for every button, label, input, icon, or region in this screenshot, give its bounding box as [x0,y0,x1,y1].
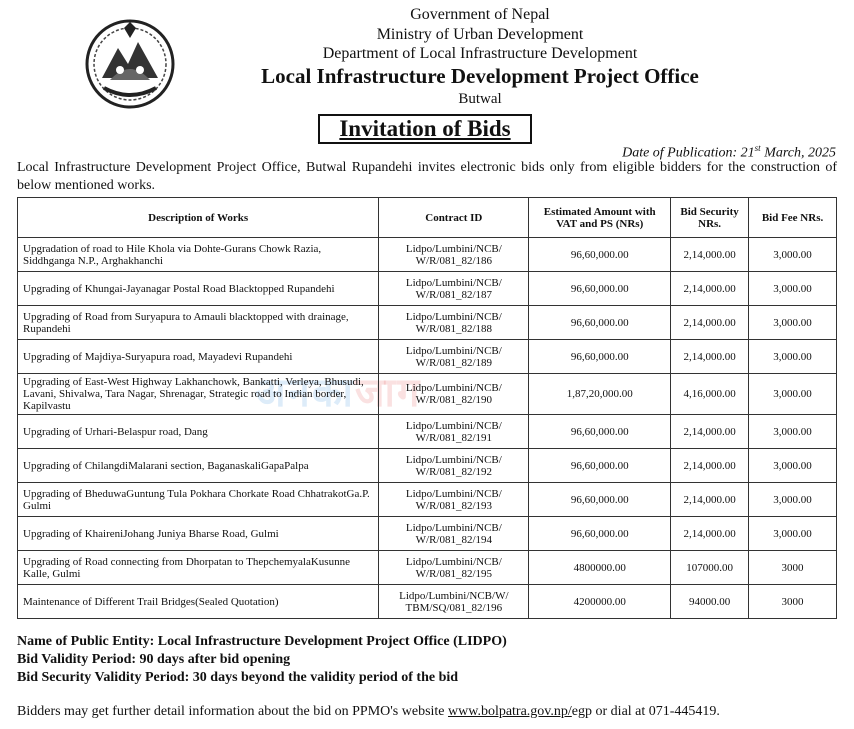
cell-estimated-amount: 96,60,000.00 [529,272,671,306]
website-link[interactable]: www.bolpatra.gov.np/ [448,704,572,719]
office-location: Butwal [458,91,502,107]
cell-description: Upgrading of Road from Suryapura to Amauli blacktopped with drainage, Rupandehi [18,306,379,340]
cell-description: Upgrading of ChilangdiMalarani section, BaganaskaliGapaPalpa [18,449,379,483]
cell-description: Upgradation of road to Hile Khola via Dohte-Gurans Chowk Razia, Siddhganga N.P., Arghakhanchi [18,238,379,272]
cell-estimated-amount: 96,60,000.00 [529,449,671,483]
contact-line: Bidders may get further detail information about the bid on PPMO's website www.bolpatra.gov.np/egp or dial at 071-445419. [17,704,720,719]
nepal-emblem [84,18,176,110]
watermark: अनकाजाग [255,370,422,416]
table-row [18,374,837,415]
cell-contract-id: Lidpo/Lumbini/NCB/ W/R/081_82/186 [379,238,529,272]
bid-validity: Bid Validity Period: 90 days after bid opening [17,652,291,667]
cell-description: Upgrading of Khungai-Jayanagar Postal Road Blacktopped Rupandehi [18,272,379,306]
government-name: Government of Nepal [410,6,550,23]
cell-estimated-amount: 1,87,20,000.00 [529,374,671,415]
bid-security-validity: Bid Security Validity Period: 30 days beyond the validity period of the bid [17,670,459,685]
cell-bid-security: 2,14,000.00 [671,517,749,551]
table-row [18,449,837,483]
cell-estimated-amount: 96,60,000.00 [529,340,671,374]
cell-bid-security: 107000.00 [671,551,749,585]
table-row [18,517,837,551]
office-name: Local Infrastructure Development Project Office [261,64,699,88]
notice-title: Invitation of Bids [339,116,511,141]
table-row [18,340,837,374]
cell-bid-fee: 3,000.00 [749,306,837,340]
cell-bid-security: 2,14,000.00 [671,238,749,272]
cell-bid-security: 2,14,000.00 [671,449,749,483]
cell-bid-security: 2,14,000.00 [671,340,749,374]
cell-bid-fee: 3000 [749,551,837,585]
cell-contract-id: Lidpo/Lumbini/NCB/ W/R/081_82/187 [379,272,529,306]
cell-bid-security: 2,14,000.00 [671,306,749,340]
header-bid-fee: Bid Fee NRs. [749,198,837,238]
cell-bid-security: 2,14,000.00 [671,483,749,517]
intro-paragraph: Local Infrastructure Development Project Office, Butwal Rupandehi invites electronic bids only from eligible bidders for the construction of below mentioned works. [17,160,837,193]
cell-estimated-amount: 4200000.00 [529,585,671,619]
cell-estimated-amount: 4800000.00 [529,551,671,585]
cell-bid-fee: 3,000.00 [749,517,837,551]
cell-contract-id: Lidpo/Lumbini/NCB/ W/R/081_82/195 [379,551,529,585]
table-row [18,272,837,306]
cell-bid-fee: 3,000.00 [749,238,837,272]
ministry-name: Ministry of Urban Development [376,26,584,43]
department-name: Department of Local Infrastructure Development [322,45,638,62]
cell-description: Upgrading of Majdiya-Suryapura road, Mayadevi Rupandehi [18,340,379,374]
cell-bid-fee: 3000 [749,585,837,619]
cell-description: Upgrading of KhaireniJohang Juniya Bharse Road, Gulmi [18,517,379,551]
cell-contract-id: Lidpo/Lumbini/NCB/ W/R/081_82/191 [379,415,529,449]
cell-bid-fee: 3,000.00 [749,374,837,415]
cell-bid-fee: 3,000.00 [749,415,837,449]
cell-estimated-amount: 96,60,000.00 [529,517,671,551]
cell-estimated-amount: 96,60,000.00 [529,483,671,517]
publication-date: Date of Publication: 21st March, 2025 [622,143,836,161]
cell-description: Maintenance of Different Trail Bridges(Sealed Quotation) [18,585,379,619]
table-row [18,551,837,585]
cell-bid-security: 2,14,000.00 [671,415,749,449]
table-row [18,483,837,517]
header-contract-id: Contract ID [379,198,529,238]
cell-bid-fee: 3,000.00 [749,483,837,517]
table-row [18,306,837,340]
cell-description: Upgrading of Road connecting from Dhorpatan to ThepchemyalaKusunne Kalle, Gulmi [18,551,379,585]
table-header-row [18,198,837,238]
bids-table [17,197,837,619]
notice-title-box [318,114,532,144]
cell-bid-fee: 3,000.00 [749,449,837,483]
header-description: Description of Works [18,198,379,238]
public-entity: Name of Public Entity: Local Infrastructure Development Project Office (LIDPO) [17,634,507,649]
cell-contract-id: Lidpo/Lumbini/NCB/ W/R/081_82/194 [379,517,529,551]
cell-estimated-amount: 96,60,000.00 [529,238,671,272]
header-bid-security: Bid Security NRs. [671,198,749,238]
cell-contract-id: Lidpo/Lumbini/NCB/W/ TBM/SQ/081_82/196 [379,585,529,619]
cell-bid-security: 4,16,000.00 [671,374,749,415]
cell-bid-fee: 3,000.00 [749,340,837,374]
cell-contract-id: Lidpo/Lumbini/NCB/ W/R/081_82/189 [379,340,529,374]
cell-contract-id: Lidpo/Lumbini/NCB/ W/R/081_82/192 [379,449,529,483]
cell-bid-fee: 3,000.00 [749,272,837,306]
cell-bid-security: 94000.00 [671,585,749,619]
cell-bid-security: 2,14,000.00 [671,272,749,306]
cell-contract-id: Lidpo/Lumbini/NCB/ W/R/081_82/190 [379,374,529,415]
table-row [18,415,837,449]
cell-description: Upgrading of Urhari-Belaspur road, Dang [18,415,379,449]
cell-estimated-amount: 96,60,000.00 [529,306,671,340]
cell-estimated-amount: 96,60,000.00 [529,415,671,449]
table-row [18,585,837,619]
cell-contract-id: Lidpo/Lumbini/NCB/ W/R/081_82/193 [379,483,529,517]
cell-contract-id: Lidpo/Lumbini/NCB/ W/R/081_82/188 [379,306,529,340]
cell-description: Upgrading of East-West Highway Lakhanchowk, Bankatti, Verleya, Bhusudi, Lavani, Shivalwa, Tara Nagar, Shrenagar, Strategic road to Indian border, Kapilvastu [18,374,379,415]
table-row [18,238,837,272]
cell-description: Upgrading of BheduwaGuntung Tula Pokhara Chorkate Road ChhatrakotGa.P. Gulmi [18,483,379,517]
header-estimated-amount: Estimated Amount with VAT and PS (NRs) [529,198,671,238]
